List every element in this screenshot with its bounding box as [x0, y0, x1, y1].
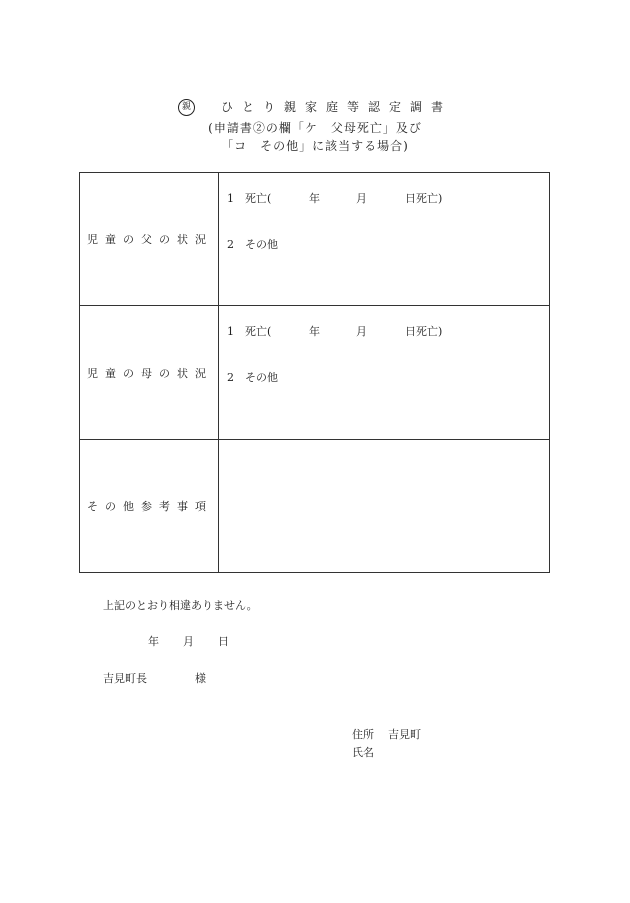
- addressee-line: [103, 670, 206, 686]
- option-number: 2: [227, 371, 234, 384]
- date-line: [148, 633, 229, 649]
- subtitle-line-2: 「コ その他」に該当する場合): [221, 139, 409, 153]
- other-notes-field[interactable]: [219, 440, 549, 572]
- day-death-text: 日死亡): [405, 325, 443, 338]
- other-notes-row: [80, 440, 549, 572]
- title-text: ひとり親家庭等認定調書: [220, 100, 452, 114]
- option-number: 2: [227, 238, 234, 251]
- father-status-label: 児童の父の状況: [87, 233, 213, 246]
- address-line: [352, 726, 421, 742]
- mother-status-label: 児童の母の状況: [87, 366, 213, 380]
- other-text: その他: [245, 238, 278, 251]
- mother-option-death: [227, 323, 442, 339]
- father-status-field[interactable]: [219, 173, 549, 305]
- day-death-text: 日死亡): [405, 192, 443, 205]
- father-status-row: [80, 173, 549, 306]
- option-number: 1: [227, 325, 234, 338]
- name-label: 氏名: [352, 746, 374, 759]
- father-option-death: [227, 190, 442, 206]
- subtitle-line-1: (申請書②の欄「ケ 父母死亡」及び: [208, 121, 422, 135]
- other-text: その他: [245, 371, 278, 384]
- date-month-label: 月: [183, 635, 194, 648]
- death-text: 死亡(: [245, 192, 272, 205]
- mother-status-row: [80, 306, 549, 440]
- honorific: 様: [195, 672, 206, 685]
- document-title: [0, 98, 630, 116]
- addressee-title: 吉見町長: [103, 672, 147, 685]
- date-day-label: 日: [218, 635, 229, 648]
- mother-status-label-cell: [80, 306, 219, 439]
- oya-seal-icon: 親: [178, 99, 195, 116]
- mother-option-other: [227, 369, 278, 385]
- month-text: 月: [356, 192, 367, 205]
- form-table: [79, 172, 550, 573]
- father-status-label-cell: [80, 173, 219, 305]
- other-notes-label-cell: [80, 440, 219, 572]
- father-option-other: [227, 236, 278, 252]
- address-label: 住所: [352, 728, 374, 741]
- mother-status-field[interactable]: [219, 306, 549, 439]
- declaration-text: 上記のとおり相違ありません。: [103, 599, 258, 612]
- year-text: 年: [309, 325, 320, 338]
- death-text: 死亡(: [245, 325, 272, 338]
- year-text: 年: [309, 192, 320, 205]
- month-text: 月: [356, 325, 367, 338]
- other-notes-label: その他参考事項: [87, 500, 213, 513]
- option-number: 1: [227, 192, 234, 205]
- address-value[interactable]: 吉見町: [388, 728, 421, 741]
- date-year-label: 年: [148, 635, 159, 648]
